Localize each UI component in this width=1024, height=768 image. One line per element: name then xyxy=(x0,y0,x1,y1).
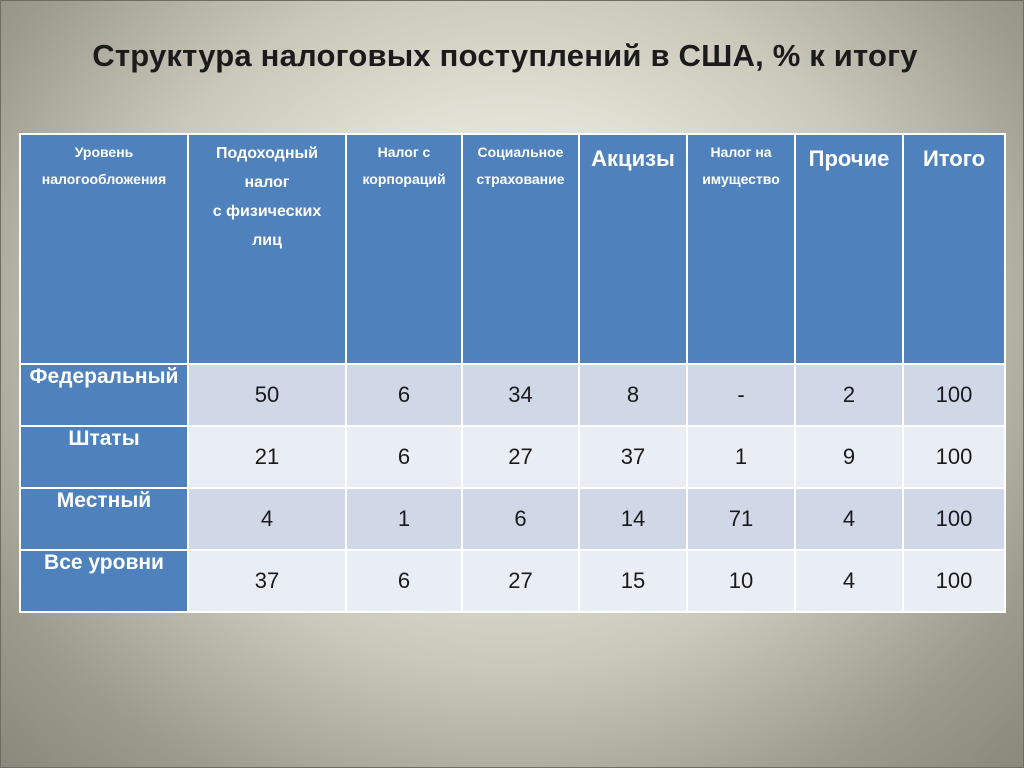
table-cell: 100 xyxy=(903,488,1005,550)
header-property-tax-line-1: Налог на xyxy=(710,144,772,160)
table-cell: 6 xyxy=(346,426,462,488)
table-cell: 10 xyxy=(687,550,795,612)
table-cell: - xyxy=(687,364,795,426)
table-cell: 4 xyxy=(188,488,346,550)
header-corporate-tax-line-2: корпораций xyxy=(362,171,446,187)
header-property-tax-line-2: имущество xyxy=(702,171,780,187)
table-cell: 100 xyxy=(903,364,1005,426)
table-cell: 4 xyxy=(795,488,903,550)
table-cell: 15 xyxy=(579,550,687,612)
table-cell: 27 xyxy=(462,426,579,488)
header-social-insurance xyxy=(462,134,579,364)
table-cell: 50 xyxy=(188,364,346,426)
table-cell: 6 xyxy=(462,488,579,550)
table-cell: 1 xyxy=(346,488,462,550)
table-cell: 21 xyxy=(188,426,346,488)
table-row-federal xyxy=(20,364,1005,426)
row-label: Все уровни xyxy=(20,550,188,612)
table-row-local xyxy=(20,488,1005,550)
header-income-tax-line-2: налог xyxy=(244,174,290,191)
table-cell: 2 xyxy=(795,364,903,426)
tax-structure-table xyxy=(19,133,1006,613)
table-row-states xyxy=(20,426,1005,488)
table-cell: 6 xyxy=(346,550,462,612)
table-cell: 8 xyxy=(579,364,687,426)
table-cell: 37 xyxy=(188,550,346,612)
header-total xyxy=(903,134,1005,364)
table-cell: 100 xyxy=(903,426,1005,488)
table-cell: 9 xyxy=(795,426,903,488)
header-social-insurance-line-2: страхование xyxy=(476,171,565,187)
slide-title: Структура налоговых поступлений в США, % к итогу xyxy=(92,38,918,73)
table-cell: 14 xyxy=(579,488,687,550)
header-total-line-1: Итого xyxy=(922,146,986,171)
header-corporate-tax xyxy=(346,134,462,364)
table-cell: 34 xyxy=(462,364,579,426)
header-social-insurance-line-1: Социальное xyxy=(477,144,564,160)
table-cell: 37 xyxy=(579,426,687,488)
header-level xyxy=(20,134,188,364)
header-level-line-2: налогообложения xyxy=(41,171,167,187)
header-row xyxy=(20,134,1005,364)
table-cell: 100 xyxy=(903,550,1005,612)
header-corporate-tax-line-1: Налог с xyxy=(377,144,431,160)
table-row-all-levels xyxy=(20,550,1005,612)
table-cell: 27 xyxy=(462,550,579,612)
header-income-tax-line-4: лиц xyxy=(252,232,282,249)
header-other-line-1: Прочие xyxy=(808,146,890,171)
row-label: Федеральный xyxy=(20,364,188,426)
table-cell: 6 xyxy=(346,364,462,426)
header-property-tax xyxy=(687,134,795,364)
header-income-tax-line-1: Подоходный xyxy=(216,145,318,162)
header-other xyxy=(795,134,903,364)
row-label: Местный xyxy=(20,488,188,550)
header-level-line-1: Уровень xyxy=(74,144,134,160)
header-income-tax xyxy=(188,134,346,364)
table-cell: 4 xyxy=(795,550,903,612)
table-cell: 71 xyxy=(687,488,795,550)
row-label: Штаты xyxy=(20,426,188,488)
header-excises-line-1: Акцизы xyxy=(591,146,675,171)
table-cell: 1 xyxy=(687,426,795,488)
header-excises xyxy=(579,134,687,364)
header-income-tax-line-3: с физических xyxy=(212,203,322,220)
